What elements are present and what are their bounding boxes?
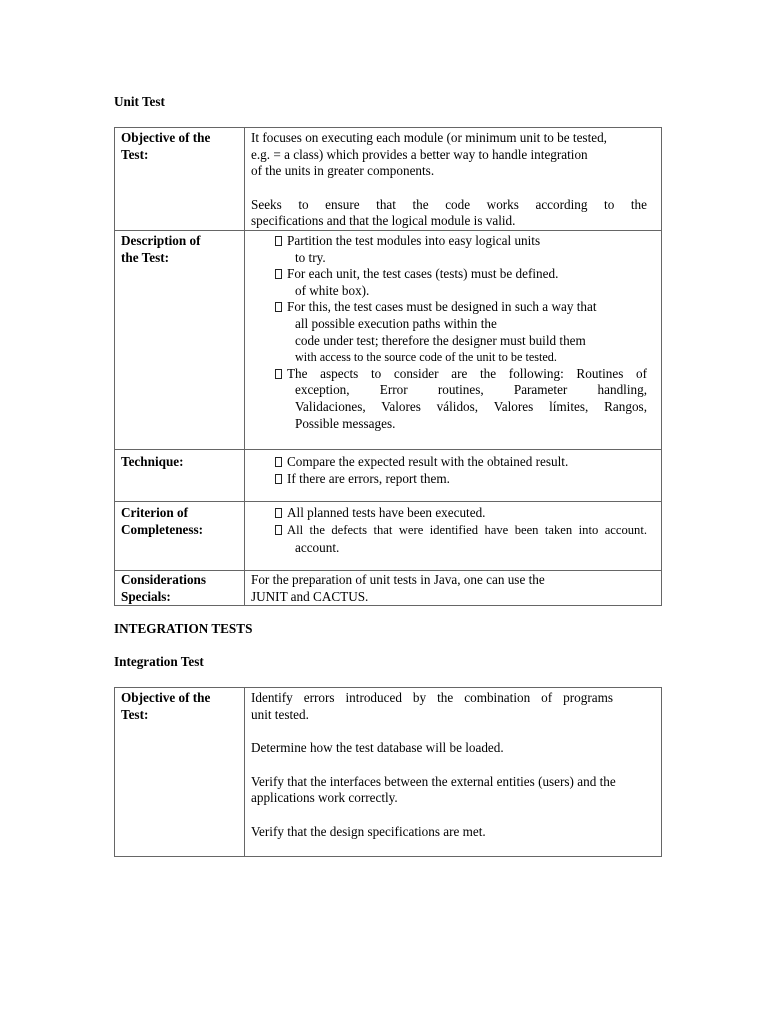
table-row xyxy=(115,571,662,606)
list-item: For each unit, the test cases (tests) must be defined. xyxy=(251,266,647,283)
row-label-description: Description of the Test: xyxy=(115,231,245,450)
row-label-objective: Objective of the Test: xyxy=(115,128,245,231)
list-item: If there are errors, report them. xyxy=(251,471,647,488)
bullet-box-icon xyxy=(275,525,282,535)
integration-test-table xyxy=(114,687,662,857)
table-row xyxy=(115,128,662,231)
bullet-box-icon xyxy=(275,474,282,484)
row-content-technique xyxy=(245,450,662,502)
list-item: Partition the test modules into easy logical units xyxy=(251,233,647,250)
table-row xyxy=(115,231,662,450)
unit-test-table xyxy=(114,127,662,606)
bullet-box-icon xyxy=(275,457,282,467)
row-label-criterion: Criterion of Completeness: xyxy=(115,502,245,571)
bullet-box-icon xyxy=(275,508,282,518)
bullet-box-icon xyxy=(275,269,282,279)
row-label-considerations: Considerations Specials: xyxy=(115,571,245,606)
row-label-objective: Objective of the Test: xyxy=(115,688,245,857)
integration-tests-heading: INTEGRATION TESTS xyxy=(114,621,253,636)
row-label-technique: Technique: xyxy=(115,450,245,502)
list-item: All planned tests have been executed. xyxy=(251,505,647,522)
table-row xyxy=(115,450,662,502)
unit-test-heading: Unit Test xyxy=(114,94,165,109)
bullet-box-icon xyxy=(275,369,282,379)
list-item: The aspects to consider are the following: Routines of xyxy=(251,366,647,383)
table-row xyxy=(115,502,662,571)
bullet-box-icon xyxy=(275,236,282,246)
list-item: For this, the test cases must be designed in such a way that xyxy=(251,299,647,316)
row-content-criterion: All planned tests have been executed. All the defects that were identified have been taken into account. account. xyxy=(245,502,662,571)
bullet-box-icon xyxy=(275,302,282,312)
list-item: All the defects that were identified have been taken into account. xyxy=(251,522,647,539)
list-item: Compare the expected result with the obtained result. xyxy=(251,454,647,471)
row-content-objective: Identify errors introduced by the combination of programs unit tested. Determine how the test database will be loaded. Verify that the interfaces between the external entities (users) and the applications work correctly. Verify that the design specifications are met. xyxy=(245,688,662,857)
row-content-considerations: For the preparation of unit tests in Java, one can use the JUNIT and CACTUS. xyxy=(245,571,662,606)
row-content-description: Partition the test modules into easy logical units to try. For each unit, the test cases (tests) must be defined. of white box). For this, the test cases must be designed in such a way that all possible execution paths within the code under test; therefore the designer must build them with access to the source code of the unit to be tested. The aspects to consider are the following: Routines of exception, Error routines, Parameter handling, Validaciones, Valores válidos, Valores límites, Rangos, Possible messages. xyxy=(245,231,662,450)
row-content-objective: It focuses on executing each module (or minimum unit to be tested, e.g. = a class) which provides a better way to handle integration of the units in greater components. Seeks to ensure that the code works according to the specifications and that the logical module is valid. xyxy=(245,128,662,231)
table-row xyxy=(115,688,662,857)
integration-test-heading: Integration Test xyxy=(114,654,204,669)
